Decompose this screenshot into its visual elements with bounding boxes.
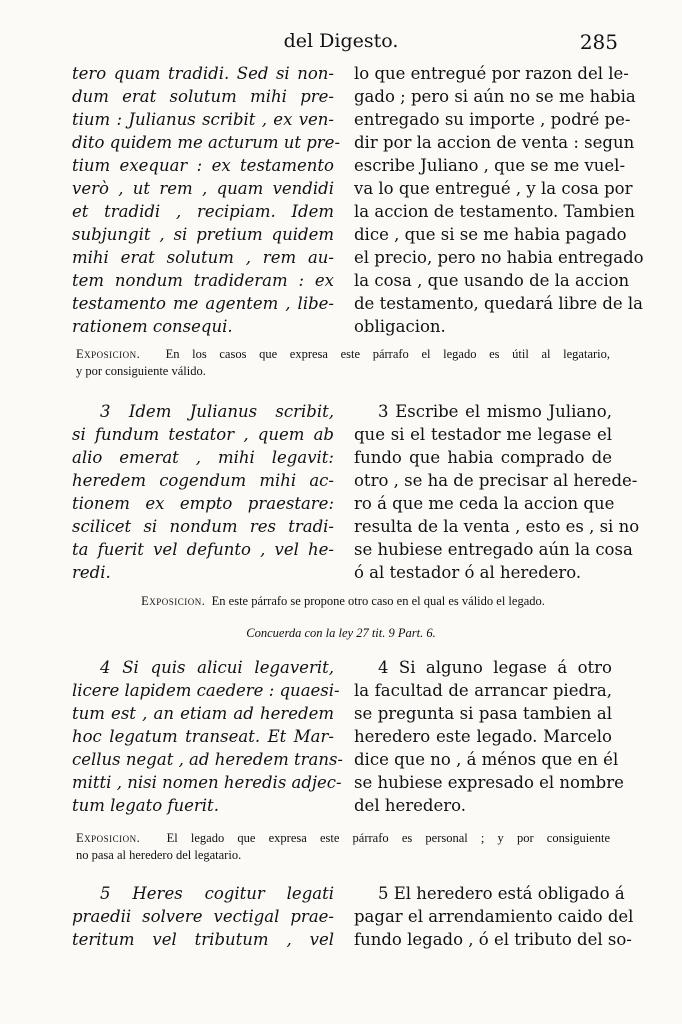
latin-line: redi. [72,563,111,582]
spanish-line: se hubiese expresado el nombre [354,773,624,792]
spanish-line: fundo que habia comprado de [354,448,612,467]
spanish-line: escribe Juliano , que se me vuel- [354,156,626,175]
latin-line: tium : Julianus scribit , ex ven- [72,110,334,129]
spanish-line: 5 El heredero está obligado á [378,884,625,903]
latin-line: dum erat solutum mihi pre- [72,87,334,106]
spanish-column [354,656,624,817]
spanish-line: del heredero. [354,796,466,815]
spanish-line: pagar el arrendamiento caido del [354,907,634,926]
latin-line: subjungit , si pretium quidem [72,225,334,244]
latin-line: tum est , an etiam ad heredem [72,704,334,723]
latin-line: ta fuerit vel defunto , vel he- [72,540,334,559]
exposicion-label: Exposicion. [76,347,141,361]
spanish-line: va lo que entregué , y la cosa por [354,179,633,198]
spanish-line: la cosa , que usando de la accion [354,271,630,290]
exposicion-label: Exposicion. [141,594,206,608]
spanish-line: dice , que si se me habia pagado [354,225,627,244]
latin-line: 4 Si quis alicui legaverit, [100,658,334,677]
latin-column [72,882,334,951]
latin-line: praedii solvere vectigal prae- [72,907,334,926]
spanish-line: se pregunta si pasa tambien al [354,704,612,723]
exposicion-line: Exposicion. En este párrafo se propone otro caso en el qual es válido el legado. [141,594,545,608]
latin-line: tero quam tradidi. Sed si non- [72,64,334,83]
latin-line: licere lapidem caedere : quaesi- [72,681,340,700]
spanish-line: de testamento, quedará libre de la [354,294,644,313]
latin-line: tium exequar : ex testamento [72,156,334,175]
latin-column [72,62,341,338]
latin-line: mitti , nisi nomen heredis adjec- [72,773,342,792]
latin-column [72,400,334,584]
exposicion-note [76,346,610,380]
exposicion-line: no pasa al heredero del legatario. [76,848,242,862]
spanish-line: que si el testador me legase el [354,425,612,444]
concordance-note: Concuerda con la ley 27 tit. 9 Part. 6. [246,626,436,640]
spanish-line: obligacion. [354,317,446,336]
spanish-line: 4 Si alguno legase á otro [378,658,612,677]
spanish-column [354,882,634,951]
spanish-line: gado ; pero si aún no se me habia [354,87,636,106]
latin-line: si fundum testator , quem ab [72,425,334,444]
exposicion-label: Exposicion. [76,831,141,845]
latin-line: tionem ex empto praestare: [72,494,334,513]
latin-line: dito quidem me acturum ut pre- [72,133,341,152]
spanish-line: la accion de testamento. Tambien [354,202,635,221]
spanish-line: dir por la accion de venta : segun [354,133,635,152]
latin-line: 3 Idem Julianus scribit, [100,402,334,421]
latin-line: testamento me agentem , libe- [72,294,334,313]
latin-line: cellus negat , ad heredem trans- [72,750,343,769]
spanish-line: ro á que me ceda la accion que [354,494,615,513]
exposicion-line: y por consiguiente válido. [76,364,206,378]
latin-line: alio emerat , mihi legavit: [72,448,334,467]
latin-line: heredem cogendum mihi ac- [72,471,334,490]
spanish-column [354,62,644,338]
latin-line: rationem consequi. [72,317,233,336]
exposicion-line: Exposicion. En los casos que expresa este párrafo el legado es útil al legatario, [76,347,611,361]
latin-line: mihi erat solutum , rem au- [72,248,334,267]
latin-line: et tradidi , recipiam. Idem [72,202,334,221]
latin-line: scilicet si nondum res tradi- [72,517,334,536]
spanish-line: resulta de la venta , esto es , si no [354,517,640,536]
latin-line: 5 Heres cogitur legati [100,884,334,903]
exposicion-line: Exposicion. El legado que expresa este párrafo es personal ; y por consiguiente [76,831,610,845]
exposicion-note [76,593,610,610]
spanish-line: la facultad de arrancar piedra, [354,681,612,700]
spanish-line: heredero este legado. Marcelo [354,727,612,746]
latin-line: tum legato fuerit. [72,796,219,815]
spanish-line: lo que entregué por razon del le- [354,64,629,83]
exposicion-note [76,830,610,864]
latin-line: teritum vel tributum , vel [72,930,334,949]
running-title: del Digesto. [283,30,399,52]
spanish-line: entregado su importe , podré pe- [354,110,631,129]
spanish-line: se hubiese entregado aún la cosa [354,540,633,559]
spanish-line: el precio, pero no habia entregado [354,248,644,267]
spanish-line: ó al testador ó al heredero. [354,563,582,582]
latin-line: tem nondum tradideram : ex [72,271,334,290]
spanish-line: 3 Escribe el mismo Juliano, [378,402,612,421]
spanish-line: dice que no , á ménos que en él [354,750,619,769]
spanish-line: otro , se ha de precisar al herede- [354,471,638,490]
latin-line: verò , ut rem , quam vendidi [72,179,334,198]
latin-column [72,656,343,817]
page-number: 285 [579,30,618,54]
spanish-column [354,400,640,584]
latin-line: hoc legatum transeat. Et Mar- [72,727,334,746]
spanish-line: fundo legado , ó el tributo del so- [354,930,632,949]
running-header [0,30,682,60]
